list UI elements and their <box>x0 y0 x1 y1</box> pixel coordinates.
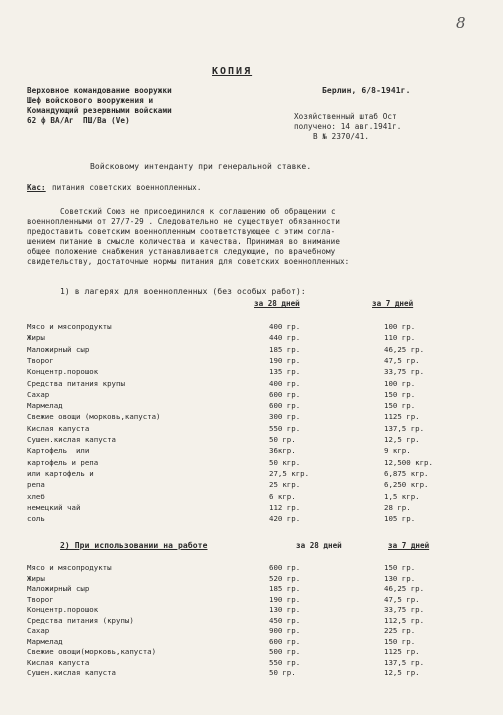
document-title: КОПИЯ <box>212 66 253 77</box>
row-value-7-days: 150 гр. <box>384 389 416 399</box>
sender-line-2: Шеф войскового вооружения и <box>27 96 154 105</box>
row-value-7-days: 110 гр. <box>384 333 416 343</box>
row-value-28-days: 25 кгр. <box>269 480 301 490</box>
row-item: Мясо и мясопродукты <box>27 322 112 331</box>
row-value-7-days: 1125 гр. <box>384 647 420 656</box>
table-row <box>27 605 467 615</box>
row-value-28-days: 50 гр. <box>269 668 296 677</box>
row-value-28-days: 50 гр. <box>269 435 296 444</box>
table-row <box>27 333 467 343</box>
table-row <box>27 616 467 626</box>
table-row <box>27 458 467 468</box>
row-value-7-days: 137,5 гр. <box>384 657 425 667</box>
row-item: Творог <box>27 355 54 365</box>
body-line-3: предоставить советским военнопленным соответствующее с этим согла- <box>27 227 336 236</box>
row-value-7-days: 46,25 гр. <box>384 344 425 354</box>
row-value-28-days: 50 кгр. <box>269 457 301 467</box>
row-item: репа <box>27 480 45 490</box>
row-value-28-days: 500 гр. <box>269 647 301 656</box>
row-value-7-days: 47,5 гр. <box>384 594 420 604</box>
row-item: или картофель и <box>27 468 94 478</box>
row-item: Кислая капуста <box>27 423 90 433</box>
row-item: Средства питания крупы <box>27 378 125 388</box>
place-date: Берлин, 6/8-1941г. <box>322 86 411 95</box>
table-row <box>27 379 467 389</box>
subject-label: Кас: <box>27 183 46 192</box>
row-value-7-days: 225 гр. <box>384 626 416 635</box>
row-value-28-days: 600 гр. <box>269 636 301 646</box>
row-value-28-days: 112 гр. <box>269 502 301 512</box>
row-value-28-days: 185 гр. <box>269 344 301 354</box>
row-value-28-days: 6 кгр. <box>269 491 296 501</box>
row-item: Сушен.кислая капуста <box>27 435 116 444</box>
row-item: Свежие овощи (морковь,капуста) <box>27 412 161 422</box>
row-value-7-days: 9 кгр. <box>384 446 411 456</box>
table-row <box>27 356 467 366</box>
row-value-28-days: 600 гр. <box>269 563 301 572</box>
table-row <box>27 446 467 456</box>
section1-col-7-days: за 7 дней <box>372 299 414 308</box>
row-item: Кислая капуста <box>27 657 90 667</box>
row-value-28-days: 600 гр. <box>269 389 301 399</box>
row-item: хлеб <box>27 491 45 501</box>
table-row <box>27 469 467 479</box>
table-row <box>27 401 467 411</box>
row-item: Маложирный сыр <box>27 344 90 354</box>
row-value-28-days: 600 гр. <box>269 401 301 411</box>
row-item: немецкий чай <box>27 502 81 512</box>
row-value-7-days: 150 гр. <box>384 563 416 572</box>
row-value-7-days: 100 гр. <box>384 322 416 331</box>
row-value-28-days: 36кгр. <box>269 446 296 456</box>
row-item: соль <box>27 514 45 524</box>
row-item: Сахар <box>27 389 50 399</box>
table-row <box>27 563 467 573</box>
row-value-28-days: 520 гр. <box>269 573 301 583</box>
row-value-7-days: 105 гр. <box>384 514 416 524</box>
row-value-7-days: 28 гр. <box>384 502 411 512</box>
addressee: Войсковому интенданту при генеральной ставке. <box>90 162 312 171</box>
row-value-7-days: 12,500 кгр. <box>384 457 433 467</box>
row-value-28-days: 400 гр. <box>269 322 301 331</box>
body-line-2: военнопленными от 27/7-29 . Следовательно не существует обязанности <box>27 217 341 226</box>
body-line-4: шением питание в смысле количества и качества. Принимая во внимание <box>27 237 341 246</box>
page-number: 8 <box>456 14 466 32</box>
table-row <box>27 435 467 445</box>
table-row <box>27 492 467 502</box>
row-item: Мармелад <box>27 636 63 646</box>
row-value-7-days: 6,250 кгр. <box>384 480 429 490</box>
row-value-7-days: 33,75 гр. <box>384 367 425 377</box>
row-item: Жиры <box>27 333 45 343</box>
row-item: Картофель или <box>27 446 90 456</box>
body-line-1: Советский Союз не присоединился к соглашению об обращении с <box>60 207 336 216</box>
sender-reference: 62 ф ВА/Аг ПШ/Ва (Ve) <box>27 116 130 125</box>
row-value-7-days: 6,875 кгр. <box>384 468 429 478</box>
table-row <box>27 668 467 678</box>
table-row <box>27 574 467 584</box>
row-item: Средства питания (крупы) <box>27 615 134 625</box>
row-value-7-days: 12,5 гр. <box>384 668 420 677</box>
body-line-6: свидетельству, достаточные нормы питания для советских военнопленных: <box>27 257 350 266</box>
row-item: Свежие овощи(морковь,капуста) <box>27 647 157 656</box>
row-value-28-days: 400 гр. <box>269 378 301 388</box>
row-value-28-days: 440 гр. <box>269 333 301 343</box>
row-value-7-days: 150 гр. <box>384 636 416 646</box>
row-value-7-days: 150 гр. <box>384 401 416 411</box>
row-value-28-days: 550 гр. <box>269 657 301 667</box>
row-item: картофель и репа <box>27 457 99 467</box>
row-item: Сахар <box>27 626 50 635</box>
row-value-28-days: 185 гр. <box>269 584 301 593</box>
row-value-28-days: 900 гр. <box>269 626 301 635</box>
table-row <box>27 626 467 636</box>
table-row <box>27 424 467 434</box>
sender-line-3: Командующий резервными войсками <box>27 106 172 115</box>
table-row <box>27 345 467 355</box>
row-value-7-days: 100 гр. <box>384 378 416 388</box>
row-item: Концентр.порошок <box>27 605 99 614</box>
table-row <box>27 367 467 377</box>
row-value-28-days: 190 гр. <box>269 355 301 365</box>
row-item: Концентр.порошок <box>27 367 99 377</box>
row-item: Мармелад <box>27 401 63 411</box>
table-row <box>27 503 467 513</box>
row-item: Сушен.кислая капуста <box>27 668 116 677</box>
row-value-28-days: 27,5 кгр. <box>269 468 310 478</box>
row-value-7-days: 33,75 гр. <box>384 605 425 614</box>
section1-col-28-days: за 28 дней <box>254 299 300 308</box>
table-row <box>27 595 467 605</box>
sender-line-1: Верховное командование вооружки <box>27 86 172 95</box>
table-row <box>27 514 467 524</box>
received-line-1: Хозяйственный штаб Ост <box>294 112 397 121</box>
row-value-28-days: 135 гр. <box>269 367 301 377</box>
row-item: Творог <box>27 594 54 604</box>
section2-title: 2) При использовании на работе <box>60 541 208 550</box>
section1-title: 1) в лагерях для военнопленных (без особых работ): <box>60 287 306 296</box>
received-line-3: В № 2370/41. <box>313 132 370 141</box>
subject-text: питания советских военнопленных. <box>52 183 202 192</box>
row-value-7-days: 46,25 гр. <box>384 584 425 593</box>
row-item: Маложирный сыр <box>27 584 90 593</box>
row-value-7-days: 130 гр. <box>384 573 416 583</box>
table-row <box>27 637 467 647</box>
row-value-7-days: 137,5 гр. <box>384 423 425 433</box>
row-value-7-days: 47,5 гр. <box>384 355 420 365</box>
row-value-28-days: 130 гр. <box>269 605 301 614</box>
body-line-5: общее положение снабжения устанавливается следующие, по врачебному <box>27 247 336 256</box>
table-row <box>27 412 467 422</box>
table-row <box>27 658 467 668</box>
table-row <box>27 480 467 490</box>
table-row <box>27 390 467 400</box>
row-value-28-days: 420 гр. <box>269 514 301 524</box>
row-value-7-days: 12,5 гр. <box>384 435 420 444</box>
row-item: Мясо и мясопродукты <box>27 563 112 572</box>
row-value-7-days: 112,5 гр. <box>384 615 425 625</box>
section2-col-7-days: за 7 дней <box>388 541 430 550</box>
section2-col-28-days: за 28 дней <box>296 541 342 550</box>
received-line-2: получено: 14 авг.1941г. <box>294 122 402 131</box>
row-value-28-days: 450 гр. <box>269 615 301 625</box>
table-row <box>27 322 467 332</box>
row-value-28-days: 300 гр. <box>269 412 301 422</box>
row-value-7-days: 1125 гр. <box>384 412 420 422</box>
row-value-28-days: 550 гр. <box>269 423 301 433</box>
row-value-7-days: 1,5 кгр. <box>384 491 420 501</box>
table-row <box>27 584 467 594</box>
row-item: Жиры <box>27 573 45 583</box>
row-value-28-days: 190 гр. <box>269 594 301 604</box>
table-row <box>27 647 467 657</box>
